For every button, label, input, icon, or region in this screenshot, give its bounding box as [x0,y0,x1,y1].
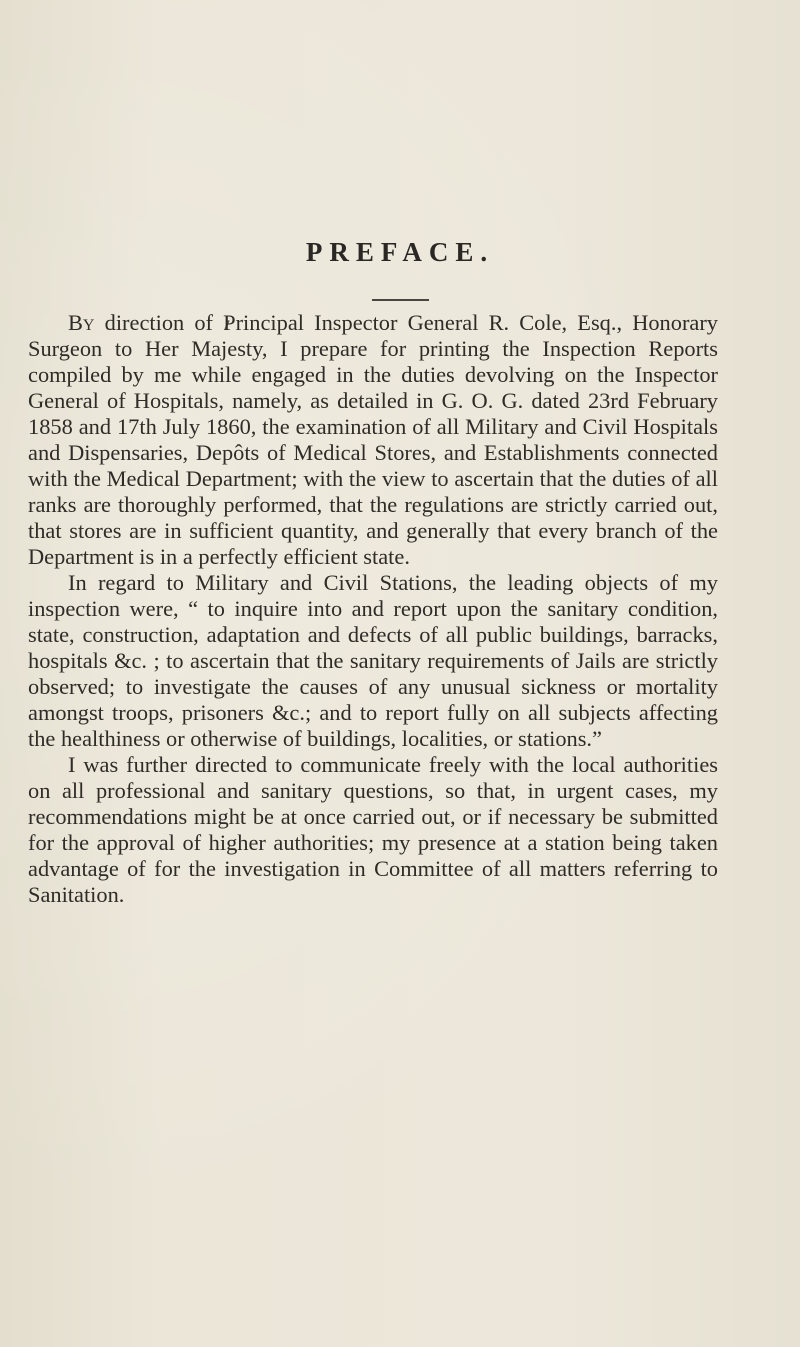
paragraph-3-text: I was further directed to communicate freely with the local authorities on all professional and sanitary questions, so that, in urgent cases, my recommendations might be at once carried out, or if necessary be submitted for the approval of higher authorities; my presence at a station being taken advantage of for the investigation in Committee of all matters referring to Sanitation. [28,752,718,907]
preface-body [28,310,718,908]
paragraph-1-text: direction of Principal Inspector General R. Cole, Esq., Honorary Surgeon to Her Majesty, I prepare for printing the Inspection Reports compiled by me while engaged in the duties devolving on the Inspector General of Hospitals, namely, as detailed in G. O. G. dated 23rd February 1858 and 17th July 1860, the examination of all Military and Civil Hospitals and Dispensaries, Depôts of Medical Stores, and Establishments connected with the Medical Department; with the view to ascertain that the duties of all ranks are thoroughly performed, that the regulations are strictly carried out, that stores are in sufficient quantity, and generally that every branch of the Department is in a perfectly efficient state. [28,310,718,569]
paragraph-3 [28,752,718,908]
paragraph-1 [28,310,718,570]
paragraph-2-text: In regard to Military and Civil Stations, the leading objects of my inspection were, “ to inquire into and report upon the sanitary condition, state, construction, adaptation and defects of all public buildings, barracks, hospitals &c. ; to ascertain that the sanitary requirements of Jails are strictly observed; to investigate the causes of any unusual sickness or mortality amongst troops, prisoners &c.; and to report fully on all subjects affecting the healthiness or otherwise of buildings, localities, or stations.” [28,570,718,751]
page-title: PREFACE. [305,237,495,267]
paragraph-2 [28,570,718,752]
title-divider [372,299,429,301]
paragraph-1-lead: By [68,310,95,335]
